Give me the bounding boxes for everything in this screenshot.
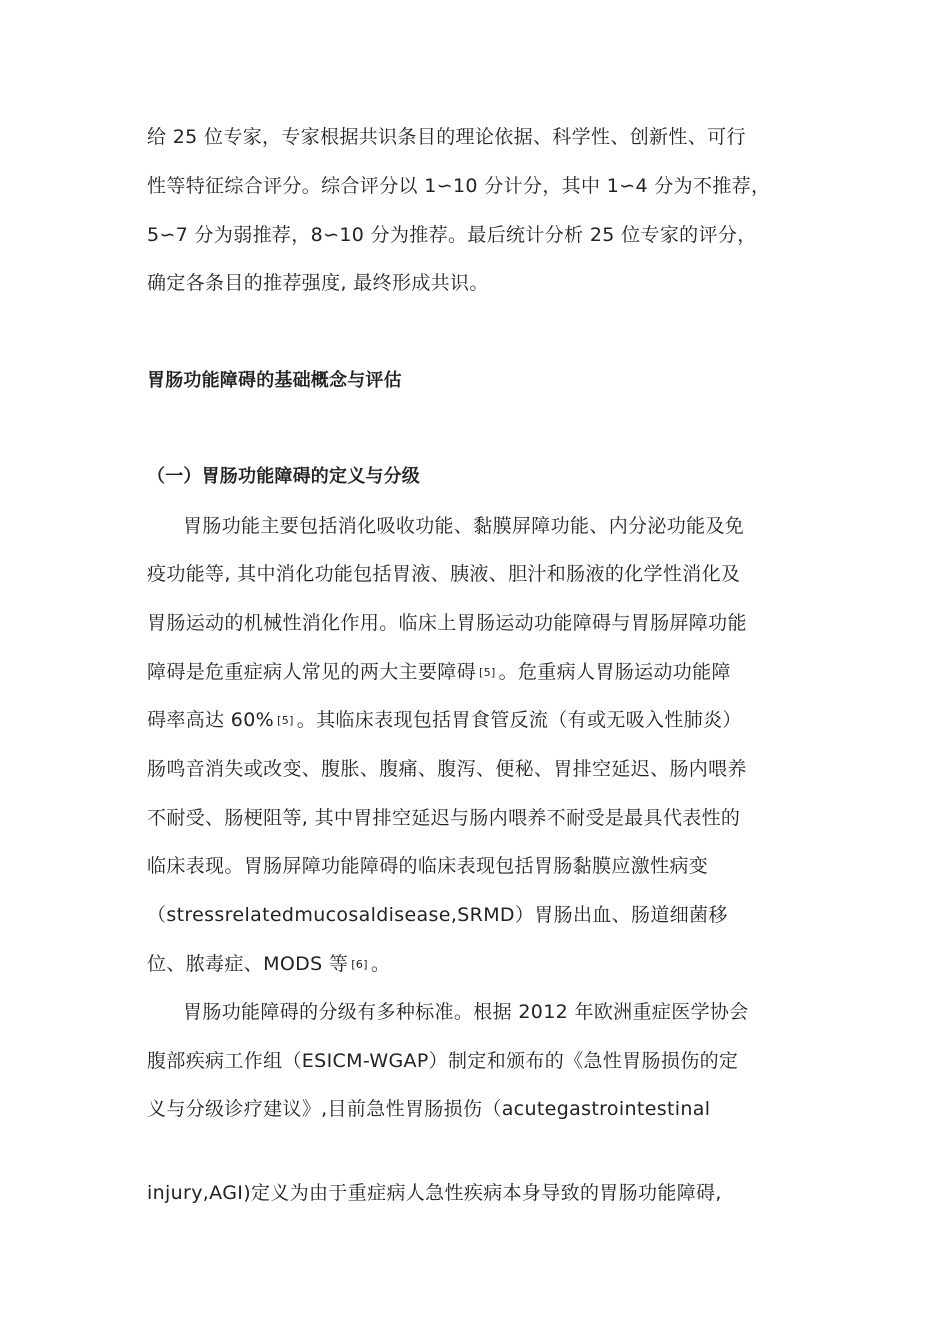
para1-line-3: 胃肠运动的机械性消化作用。临床上胃肠运动功能障碍与胃肠屏障功能: [147, 612, 747, 634]
para1-line-1: 胃肠功能主要包括消化吸收功能、黏膜屏障功能、内分泌功能及免: [183, 515, 745, 537]
para1-line-8: 临床表现。胃肠屏障功能障碍的临床表现包括胃肠黏膜应激性病变: [147, 855, 709, 877]
intro-line-4: 确定各条目的推荐强度, 最终形成共识。: [147, 272, 489, 294]
para2-line-2: 腹部疾病工作组（ESICM-WGAP）制定和颁布的《急性胃肠损伤的定: [147, 1050, 739, 1072]
para1-line-4-tail: 。危重病人胃肠运动功能障: [498, 661, 731, 683]
citation-ref-6: [6]: [351, 958, 368, 971]
subsection-heading: （一）胃肠功能障碍的定义与分级: [147, 466, 420, 487]
intro-line-2: 性等特征综合评分。综合评分以 1∽10 分计分，其中 1∽4 分为不推荐，: [147, 175, 771, 197]
para1-line-6: 肠鸣音消失或改变、腹胀、腹痛、腹泻、便秘、胃排空延迟、肠内喂养: [147, 758, 747, 780]
citation-ref-5b: [5]: [277, 714, 294, 727]
para1-line-5-tail: 。其临床表现包括胃食管反流（有或无吸入性肺炎）: [296, 709, 742, 731]
para1-line-10-text: 位、脓毒症、MODS 等: [147, 953, 349, 975]
section-heading: 胃肠功能障碍的基础概念与评估: [147, 370, 402, 391]
para1-line-4: [147, 659, 731, 686]
para1-line-9: （stressrelatedmucosaldisease,SRMD）胃肠出血、肠道细菌移: [147, 904, 728, 926]
intro-line-1: 给 25 位专家，专家根据共识条目的理论依据、科学性、创新性、可行: [147, 126, 746, 148]
para1-line-10-tail: 。: [370, 953, 391, 975]
para1-line-5-text: 碍率高达 60%: [147, 709, 275, 731]
para2-line-3: 义与分级诊疗建议》,目前急性胃肠损伤（acutegastrointestinal: [147, 1098, 711, 1120]
para1-line-7: 不耐受、肠梗阻等, 其中胃排空延迟与肠内喂养不耐受是最具代表性的: [147, 807, 741, 829]
intro-line-3: 5∽7 分为弱推荐，8∽10 分为推荐。最后统计分析 25 位专家的评分，: [147, 224, 757, 246]
para1-line-2: 疫功能等, 其中消化功能包括胃液、胰液、胆汁和肠液的化学性消化及: [147, 563, 741, 585]
para1-line-5: [147, 707, 742, 734]
citation-ref-5: [5]: [478, 666, 496, 679]
para1-line-4-text: 障碍是危重症病人常见的两大主要障碍: [147, 661, 476, 683]
final-line: injury,AGI)定义为由于重症病人急性疾病本身导致的胃肠功能障碍,: [147, 1182, 722, 1204]
para1-line-10: [147, 951, 390, 978]
para2-line-1: 胃肠功能障碍的分级有多种标准。根据 2012 年欧洲重症医学协会: [183, 1001, 749, 1023]
